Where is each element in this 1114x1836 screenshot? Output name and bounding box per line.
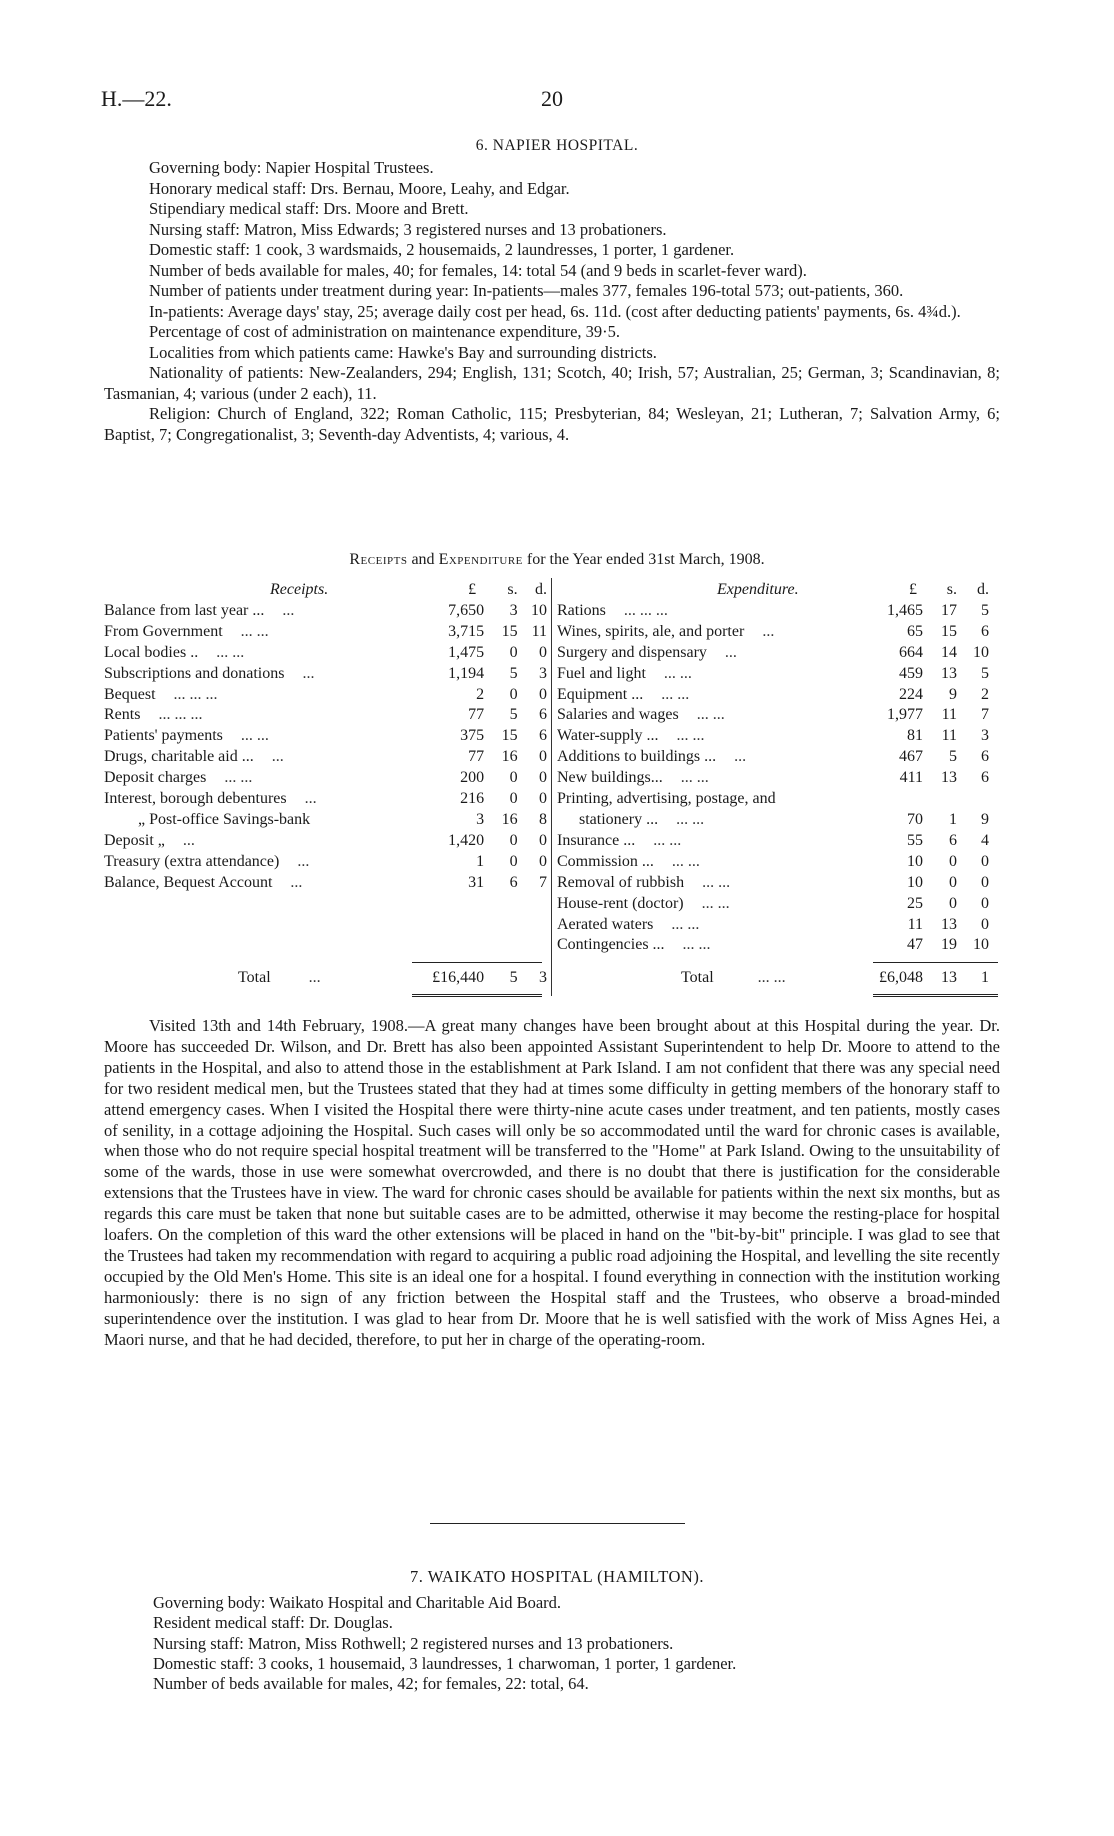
expenditure-amount-l: 11 bbox=[907, 915, 923, 933]
total-label: Total bbox=[681, 969, 714, 986]
receipts-heading: Receipts. bbox=[270, 581, 329, 598]
total-rule bbox=[412, 996, 542, 997]
receipts-amount-l: 1,475 bbox=[448, 643, 485, 661]
title-expenditure: Expenditure bbox=[438, 551, 523, 568]
expenditure-amount-d: 0 bbox=[981, 873, 989, 891]
expenditure-label: Aerated waters bbox=[557, 915, 654, 933]
expenditure-amount-s: 9 bbox=[949, 685, 957, 703]
expenditure-amount-d: 5 bbox=[981, 601, 989, 619]
expenditure-amount-l: 411 bbox=[899, 769, 923, 787]
expenditure-amount-l: 10 bbox=[907, 873, 923, 891]
expenditure-row bbox=[557, 747, 993, 768]
receipts-label: Rents bbox=[104, 706, 141, 724]
leader-dots: ... ... bbox=[676, 727, 705, 745]
leader-dots: ... ... bbox=[653, 831, 682, 849]
expenditure-amount-s bbox=[923, 789, 957, 810]
leader-dots: ... ... bbox=[701, 894, 730, 912]
localities-line: Localities from which patients came: Hawke's Bay and surrounding districts. bbox=[149, 342, 657, 362]
receipts-row bbox=[104, 810, 547, 831]
page-ref: H.—22. bbox=[101, 86, 172, 111]
leader-dots: ... bbox=[734, 748, 747, 766]
detail-line: Domestic staff: 1 cook, 3 wardsmaids, 2 housemaids, 2 laundresses, 1 porter, 1 gardener. bbox=[149, 240, 735, 259]
inpatients-paragraph: In-patients: Average days' stay, 25; average daily cost per head, 6s. 11d. (cost after deducting patients' payments, 6s. 4¾d.). bbox=[149, 301, 961, 321]
expenditure-label: Insurance ... bbox=[557, 831, 636, 849]
receipts-label: Patients' payments bbox=[104, 727, 223, 745]
expenditure-amount-s: 17 bbox=[941, 601, 957, 619]
beds-paragraph: Number of beds available for males, 40; for females, 14: total 54 (and 9 beds in scarlet-fever ward). bbox=[149, 260, 807, 280]
receipts-label: Subscriptions and donations bbox=[104, 664, 285, 682]
expenditure-amount-l: 1,977 bbox=[887, 706, 923, 724]
patients-paragraph: Number of patients under treatment during year: In-patients—males 377, females 196-total 573; out-patients, 360. bbox=[149, 281, 904, 300]
expenditure-amount-l: 81 bbox=[907, 727, 923, 745]
leader-dots: ... ... bbox=[661, 685, 690, 703]
percentage-line: Percentage of cost of administration on maintenance expenditure, 39·5. bbox=[149, 322, 621, 341]
receipts-amount-d: 0 bbox=[539, 685, 547, 703]
receipts-label: Deposit „ bbox=[104, 831, 165, 849]
expenditure-amount-l: 664 bbox=[899, 643, 923, 661]
detail-line: Honorary medical staff: Drs. Bernau, Moore, Leahy, and Edgar. bbox=[149, 178, 570, 198]
expenditure-label: Wines, spirits, ale, and porter bbox=[557, 622, 745, 640]
col-pounds: £ bbox=[909, 581, 917, 598]
expenditure-amount-s: 14 bbox=[941, 643, 957, 661]
leader-dots: ... bbox=[290, 873, 303, 891]
total-label: Total bbox=[238, 969, 271, 986]
leader-dots: ... ... ... bbox=[173, 685, 218, 703]
col-shillings: s. bbox=[507, 581, 518, 598]
nationality-paragraph: Nationality of patients: New-Zealanders, 294; English, 131; Scotch, 40; Irish, 57; Australian, 25; German, 3; Scandinavian, 8; Tasmanian, 4; various (under 2 each), 11. bbox=[104, 363, 1000, 403]
col-pounds: £ bbox=[468, 581, 477, 598]
receipts-row bbox=[104, 789, 547, 810]
expenditure-amount-l: 65 bbox=[907, 622, 923, 640]
receipts-label: Balance from last year ... bbox=[104, 601, 265, 619]
receipts-amount-s: 3 bbox=[509, 601, 518, 619]
expenditure-label: Additions to buildings ... bbox=[557, 748, 717, 766]
receipts-amount-d: 0 bbox=[539, 748, 547, 766]
expenditure-amount-s: 0 bbox=[949, 873, 957, 891]
detail-line: Nursing staff: Matron, Miss Rothwell; 2 registered nurses and 13 probationers. bbox=[153, 1633, 674, 1653]
receipts-amount-d: 10 bbox=[531, 601, 547, 619]
expenditure-row bbox=[557, 643, 993, 664]
total-shillings: 13 bbox=[941, 969, 957, 986]
receipts-amount-l: 31 bbox=[468, 873, 485, 891]
leader-dots: ... ... bbox=[671, 852, 700, 870]
expenditure-amount-d: 6 bbox=[981, 769, 989, 787]
receipts-amount-l: 2 bbox=[476, 685, 485, 703]
receipts-row bbox=[104, 601, 547, 622]
expenditure-amount-l: 224 bbox=[899, 685, 923, 703]
expenditure-row bbox=[557, 705, 993, 726]
expenditure-label: Equipment ... bbox=[557, 685, 644, 703]
expenditure-amount-s: 1 bbox=[949, 810, 957, 828]
leader-dots: ... ... bbox=[680, 769, 709, 787]
dots: ... bbox=[308, 969, 321, 986]
receipts-amount-s: 0 bbox=[509, 769, 518, 787]
expenditure-amount-d bbox=[957, 789, 993, 810]
receipts-row bbox=[104, 831, 547, 852]
leader-dots: ... bbox=[302, 664, 315, 682]
title-receipts: Receipts bbox=[349, 551, 408, 568]
receipts-amount-s: 5 bbox=[509, 706, 518, 724]
receipts-row bbox=[104, 685, 547, 706]
inspection-report bbox=[104, 1016, 1000, 1351]
total-shillings: 5 bbox=[509, 969, 518, 986]
receipts-label: Treasury (extra attendance) bbox=[104, 852, 280, 870]
receipts-label: Deposit charges bbox=[104, 769, 207, 787]
leader-dots: ... bbox=[282, 601, 295, 619]
leader-dots: ... ... bbox=[663, 664, 692, 682]
expenditure-header-row bbox=[557, 580, 993, 601]
expenditure-amount-s: 11 bbox=[941, 706, 957, 724]
expenditure-amount-l bbox=[865, 789, 923, 810]
total-rule bbox=[873, 962, 998, 963]
receipts-amount-d: 3 bbox=[539, 664, 547, 682]
detail-line: Number of beds available for males, 42; for females, 22: total, 64. bbox=[153, 1674, 589, 1694]
receipts-amount-s: 6 bbox=[509, 873, 518, 891]
detail-line: Governing body: Waikato Hospital and Charitable Aid Board. bbox=[153, 1593, 562, 1612]
receipts-label: Drugs, charitable aid ... bbox=[104, 748, 254, 766]
expenditure-row bbox=[557, 831, 993, 852]
receipts-amount-s: 0 bbox=[509, 852, 518, 870]
receipts-amount-l: 375 bbox=[460, 727, 485, 745]
expenditure-amount-d: 0 bbox=[981, 852, 989, 870]
leader-dots: ... ... bbox=[682, 936, 711, 954]
expenditure-label: Water-supply ... bbox=[557, 727, 659, 745]
receipts-amount-l: 77 bbox=[468, 706, 485, 724]
receipts-amount-s: 0 bbox=[509, 685, 518, 703]
leader-dots: ... ... bbox=[671, 915, 700, 933]
leader-dots: ... ... ... bbox=[623, 601, 668, 619]
expenditure-amount-l: 459 bbox=[899, 664, 923, 682]
expenditure-label: Printing, advertising, postage, and bbox=[557, 790, 776, 808]
expenditure-amount-d: 0 bbox=[981, 894, 989, 912]
receipts-amount-s: 16 bbox=[501, 810, 518, 828]
receipts-amount-d: 8 bbox=[539, 810, 547, 828]
expenditure-amount-s: 13 bbox=[941, 769, 957, 787]
title-and: and bbox=[411, 551, 435, 568]
expenditure-label: Contingencies ... bbox=[557, 936, 665, 954]
receipts-row bbox=[104, 664, 547, 685]
receipts-amount-l: 3,715 bbox=[448, 622, 485, 640]
expenditure-amount-d: 5 bbox=[981, 664, 989, 682]
receipts-label: From Government bbox=[104, 622, 223, 640]
accounts-title bbox=[0, 551, 1114, 569]
leader-dots: ... ... bbox=[216, 643, 245, 661]
receipts-amount-d: 6 bbox=[539, 727, 547, 745]
religion-paragraph: Religion: Church of England, 322; Roman Catholic, 115; Presbyterian, 84; Wesleyan, 21; Lutheran, 7; Salvation Army, 6; Baptist, 7; Congregationalist, 3; Seventh-day Adventists, 4; various, 4. bbox=[104, 404, 1000, 444]
total-pounds: £6,048 bbox=[879, 969, 923, 986]
receipts-row bbox=[104, 705, 547, 726]
receipts-amount-s: 0 bbox=[509, 831, 518, 849]
section-6-title: 6. NAPIER HOSPITAL. bbox=[475, 137, 639, 154]
expenditure-label: Surgery and dispensary bbox=[557, 643, 707, 661]
expenditure-amount-s: 19 bbox=[941, 936, 957, 954]
expenditure-amount-l: 47 bbox=[907, 936, 923, 954]
leader-dots: ... ... bbox=[702, 873, 731, 891]
expenditure-row bbox=[557, 810, 993, 831]
expenditure-amount-s: 15 bbox=[941, 622, 957, 640]
detail-line: Stipendiary medical staff: Drs. Moore and Brett. bbox=[149, 199, 469, 218]
total-pence: 3 bbox=[539, 969, 547, 986]
expenditure-heading: Expenditure. bbox=[717, 581, 799, 598]
expenditure-amount-s: 0 bbox=[949, 894, 957, 912]
expenditure-row bbox=[557, 664, 993, 685]
expenditure-label: stationery ... bbox=[579, 810, 659, 828]
receipts-amount-d: 11 bbox=[531, 622, 547, 640]
leader-dots: ... bbox=[762, 622, 775, 640]
receipts-amount-l: 77 bbox=[468, 748, 485, 766]
receipts-amount-d: 6 bbox=[539, 706, 547, 724]
expenditure-amount-l: 25 bbox=[907, 894, 923, 912]
expenditure-amount-l: 70 bbox=[907, 810, 923, 828]
expenditure-label: Commission ... bbox=[557, 852, 654, 870]
receipts-amount-d: 0 bbox=[539, 769, 547, 787]
expenditure-amount-d: 10 bbox=[973, 936, 989, 954]
receipts-row bbox=[104, 873, 547, 894]
receipts-amount-d: 0 bbox=[539, 790, 547, 808]
leader-dots: ... bbox=[724, 643, 737, 661]
receipts-amount-s: 5 bbox=[509, 664, 518, 682]
leader-dots: ... ... ... bbox=[158, 706, 203, 724]
expenditure-row bbox=[557, 873, 993, 894]
receipts-label: Local bodies .. bbox=[104, 643, 199, 661]
expenditure-label: House-rent (doctor) bbox=[557, 894, 684, 912]
receipts-amount-l: 216 bbox=[460, 790, 485, 808]
col-pence: d. bbox=[977, 581, 989, 598]
page-number: 20 bbox=[541, 86, 563, 111]
receipts-amount-d: 0 bbox=[539, 831, 547, 849]
receipts-header-row bbox=[104, 580, 547, 601]
receipts-amount-s: 15 bbox=[501, 622, 518, 640]
receipts-total-row bbox=[104, 968, 547, 989]
detail-line: Domestic staff: 3 cooks, 1 housemaid, 3 laundresses, 1 charwoman, 1 porter, 1 gardener. bbox=[153, 1653, 737, 1673]
expenditure-amount-l: 467 bbox=[899, 748, 923, 766]
receipts-amount-l: 3 bbox=[476, 810, 485, 828]
expenditure-amount-d: 9 bbox=[981, 810, 989, 828]
receipts-label: Balance, Bequest Account bbox=[104, 873, 273, 891]
receipts-amount-l: 7,650 bbox=[448, 601, 485, 619]
leader-dots: ... ... bbox=[696, 706, 725, 724]
receipts-row bbox=[104, 768, 547, 789]
receipts-amount-s: 0 bbox=[509, 790, 518, 808]
title-rest: for the Year ended 31st March, 1908. bbox=[526, 551, 765, 568]
leader-dots: ... bbox=[304, 790, 317, 808]
section-6-details bbox=[104, 158, 1000, 445]
receipts-row bbox=[104, 726, 547, 747]
expenditure-table bbox=[557, 580, 993, 956]
receipts-amount-l: 1 bbox=[476, 852, 485, 870]
col-shillings: s. bbox=[946, 581, 957, 598]
receipts-table bbox=[104, 580, 547, 894]
receipts-row bbox=[104, 747, 547, 768]
expenditure-amount-d: 7 bbox=[981, 706, 989, 724]
expenditure-row bbox=[557, 894, 993, 915]
receipts-label: Interest, borough debentures bbox=[104, 790, 287, 808]
section-7-details bbox=[153, 1593, 1003, 1694]
receipts-amount-l: 200 bbox=[460, 769, 485, 787]
receipts-amount-l: 1,420 bbox=[448, 831, 485, 849]
section-separator bbox=[430, 1523, 685, 1524]
total-pence: 1 bbox=[981, 969, 989, 986]
expenditure-label: Fuel and light bbox=[557, 664, 646, 682]
detail-line: Nursing staff: Matron, Miss Edwards; 3 registered nurses and 13 probationers. bbox=[149, 219, 667, 239]
leader-dots: ... ... bbox=[676, 810, 705, 828]
detail-line: Governing body: Napier Hospital Trustees. bbox=[149, 158, 434, 177]
total-rule bbox=[412, 994, 542, 995]
total-rule bbox=[873, 994, 998, 995]
expenditure-row bbox=[557, 622, 993, 643]
expenditure-amount-d: 10 bbox=[973, 643, 989, 661]
expenditure-amount-s: 13 bbox=[941, 915, 957, 933]
report-paragraph: Visited 13th and 14th February, 1908.—A great many changes have been brought about at this Hospital during the year. Dr. Moore has succeeded Dr. Wilson, and Dr. Brett has also been appointed Assistant Superintendent to help Dr. Moore to attend to the patients in the Hospital, and also to attend those in the establishment at Park Island. I am not confident that there was any special need for two resident medical men, but the Trustees stated that they had at times some difficulty in getting members of the honorary staff to attend emergency cases. When I visited the Hospital there were thirty-nine acute cases under treatment, and ten patients, mostly cases of senility, in a cottage adjoining the Hospital. Such cases will only be so accommodated until the ward for chronic cases is available, when those who do not require special hospital treatment will be transferred to the "Home" at Park Island. Owing to the unsuitability of some of the wards, those in use were somewhat overcrowded, and there is no doubt that there is justification for the considerable extensions that the Trustees have in view. The ward for chronic cases should be available for patients within the next six months, but as regards this care must be taken that none but suitable cases are to be admitted, otherwise it may become the resting-place for hospital loafers. On the completion of this ward the other extensions will be placed in hand on the "bit-by-bit" principle. I was glad to see that the Trustees had taken my recommendation with regard to acquiring a public road adjoining the Hospital, and levelling the site recently occupied by the Old Men's Home. This site is an ideal one for a hospital. I found everything in connection with the institution working harmoniously: there is no sign of any friction between the Hospital staff and the Trustees, who observe a broad-minded superintendence over the institution. I was glad to hear from Dr. Moore that he is well satisfied with the work of Miss Agnes Hei, a Maori nurse, and that he had decided, therefore, to put her in charge of the operating-room. bbox=[104, 1016, 1000, 1349]
expenditure-amount-s: 5 bbox=[949, 748, 957, 766]
expenditure-amount-l: 1,465 bbox=[887, 601, 923, 619]
expenditure-label: Salaries and wages bbox=[557, 706, 679, 724]
expenditure-amount-s: 0 bbox=[949, 852, 957, 870]
expenditure-label: Rations bbox=[557, 601, 606, 619]
col-pence: d. bbox=[535, 581, 547, 598]
expenditure-amount-d: 3 bbox=[981, 727, 989, 745]
leader-dots: ... bbox=[271, 748, 284, 766]
total-rule bbox=[412, 962, 542, 963]
expenditure-row bbox=[557, 601, 993, 622]
receipts-amount-d: 7 bbox=[539, 873, 547, 891]
expenditure-amount-l: 10 bbox=[907, 852, 923, 870]
detail-line: Resident medical staff: Dr. Douglas. bbox=[153, 1613, 393, 1633]
leader-dots: ... ... bbox=[240, 727, 269, 745]
expenditure-amount-d: 2 bbox=[981, 685, 989, 703]
section-7-title: 7. WAIKATO HOSPITAL (HAMILTON). bbox=[410, 1567, 704, 1586]
total-pounds: £16,440 bbox=[432, 969, 485, 986]
receipts-amount-s: 16 bbox=[501, 748, 518, 766]
expenditure-row bbox=[557, 768, 993, 789]
expenditure-row bbox=[557, 852, 993, 873]
expenditure-label: Removal of rubbish bbox=[557, 873, 685, 891]
receipts-amount-s: 0 bbox=[509, 643, 518, 661]
receipts-row bbox=[104, 622, 547, 643]
expenditure-amount-d: 4 bbox=[981, 831, 989, 849]
receipts-amount-l: 1,194 bbox=[448, 664, 485, 682]
column-divider bbox=[551, 578, 552, 996]
expenditure-row bbox=[557, 915, 993, 936]
receipts-label: Bequest bbox=[104, 685, 156, 703]
expenditure-amount-l: 55 bbox=[907, 831, 923, 849]
expenditure-amount-d: 0 bbox=[981, 915, 989, 933]
expenditure-row bbox=[557, 685, 993, 706]
receipts-amount-d: 0 bbox=[539, 852, 547, 870]
expenditure-row bbox=[557, 935, 993, 956]
receipts-amount-s: 15 bbox=[501, 727, 518, 745]
expenditure-label: New buildings... bbox=[557, 769, 663, 787]
expenditure-amount-d: 6 bbox=[981, 622, 989, 640]
receipts-row bbox=[104, 643, 547, 664]
leader-dots: ... bbox=[182, 831, 195, 849]
leader-dots: ... ... bbox=[224, 769, 253, 787]
leader-dots: ... ... bbox=[240, 622, 269, 640]
leader-dots: ... bbox=[297, 852, 310, 870]
dots: ... ... bbox=[757, 969, 786, 986]
expenditure-amount-s: 6 bbox=[949, 831, 957, 849]
receipts-row bbox=[104, 852, 547, 873]
expenditure-amount-s: 13 bbox=[941, 664, 957, 682]
expenditure-amount-s: 11 bbox=[941, 727, 957, 745]
expenditure-row bbox=[557, 789, 993, 810]
expenditure-amount-d: 6 bbox=[981, 748, 989, 766]
total-rule bbox=[873, 996, 998, 997]
receipts-amount-d: 0 bbox=[539, 643, 547, 661]
expenditure-total-row bbox=[557, 968, 993, 989]
receipts-label: „ Post-office Savings-bank bbox=[138, 810, 311, 828]
expenditure-row bbox=[557, 726, 993, 747]
